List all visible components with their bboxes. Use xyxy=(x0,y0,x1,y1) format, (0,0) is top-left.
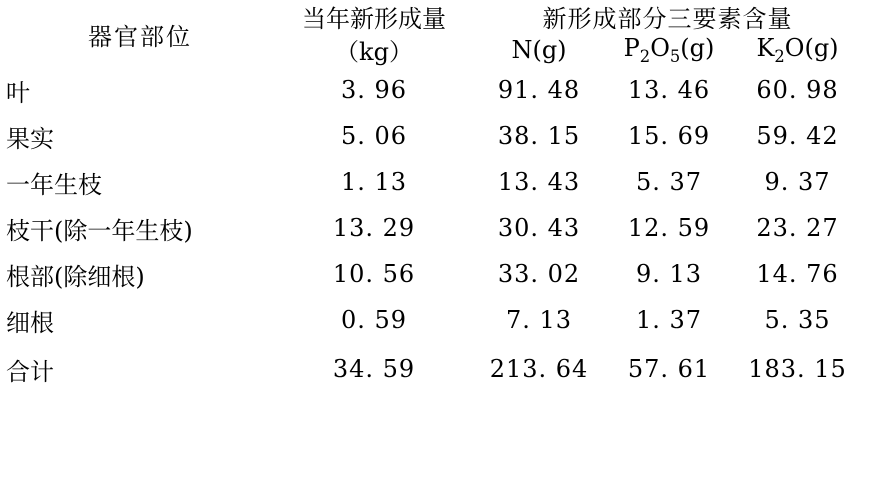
cell-organ: 细根 xyxy=(6,308,54,337)
header-current-year-amount: 当年新形成量 xyxy=(302,5,446,33)
cell-p: 12. 59 xyxy=(627,214,711,243)
header-organ: 器官部位 xyxy=(88,22,192,51)
table-header-row-1 xyxy=(6,6,861,32)
cell-n: 30. 43 xyxy=(497,214,581,243)
header-potassium: $K_2O(g)$ xyxy=(756,33,839,66)
header-nitrogen: N(g) xyxy=(511,35,567,64)
cell-n: 13. 43 xyxy=(497,168,581,197)
cell-total-p: 57. 61 xyxy=(627,355,711,384)
table-row xyxy=(6,205,861,251)
table-row xyxy=(6,251,861,297)
cell-organ: 一年生枝 xyxy=(6,170,102,199)
cell-k: 5. 35 xyxy=(764,306,831,335)
cell-p: 1. 37 xyxy=(635,306,703,335)
cell-k: 14. 76 xyxy=(756,260,839,289)
table-row xyxy=(6,67,861,113)
table-row xyxy=(6,297,861,343)
cell-amount: 0. 59 xyxy=(340,306,408,335)
cell-n: 91. 48 xyxy=(497,76,581,105)
cell-total-k: 183. 15 xyxy=(748,355,847,384)
cell-amount: 5. 06 xyxy=(340,122,408,151)
cell-organ: 枝干(除一年生枝) xyxy=(6,216,193,245)
header-three-elements-group: 新形成部分三要素含量 xyxy=(542,5,793,33)
cell-organ: 果实 xyxy=(6,124,54,153)
cell-amount: 10. 56 xyxy=(332,260,416,289)
cell-k: 59. 42 xyxy=(756,122,839,151)
cell-k: 60. 98 xyxy=(756,76,839,105)
cell-n: 7. 13 xyxy=(505,306,573,335)
cell-k: 9. 37 xyxy=(764,168,831,197)
cell-amount: 3. 96 xyxy=(340,76,408,105)
header-phosphorus: $P_2O_5(g)$ xyxy=(623,33,715,66)
cell-amount: 13. 29 xyxy=(332,214,416,243)
cell-p: 5. 37 xyxy=(635,168,703,197)
nutrient-content-table xyxy=(6,6,861,395)
cell-total-label: 合计 xyxy=(6,357,54,386)
table-row xyxy=(6,113,861,159)
cell-organ: 叶 xyxy=(6,78,30,107)
table-total-row xyxy=(6,343,861,395)
table-row xyxy=(6,159,861,205)
cell-n: 38. 15 xyxy=(497,122,581,151)
document-page xyxy=(0,6,869,485)
header-unit-kg: （kg） xyxy=(335,38,413,67)
cell-total-amount: 34. 59 xyxy=(332,355,416,384)
cell-n: 33. 02 xyxy=(497,260,581,289)
cell-p: 13. 46 xyxy=(627,76,711,105)
cell-p: 9. 13 xyxy=(635,260,703,289)
cell-amount: 1. 13 xyxy=(340,168,408,197)
cell-organ: 根部(除细根) xyxy=(6,262,145,291)
cell-k: 23. 27 xyxy=(756,214,839,243)
cell-total-n: 213. 64 xyxy=(489,355,589,384)
cell-p: 15. 69 xyxy=(627,122,711,151)
